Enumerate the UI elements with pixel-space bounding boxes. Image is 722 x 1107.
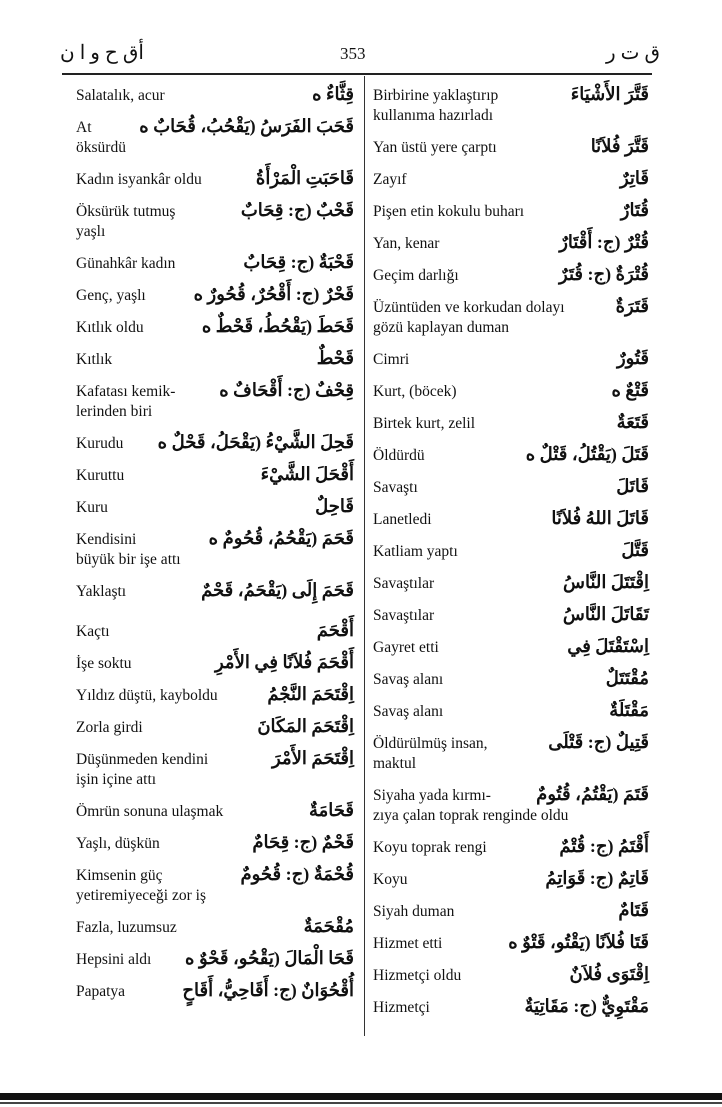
turkish-meaning: Kimsenin güç <box>76 867 163 884</box>
turkish-meaning-continued: işin içine attı <box>76 771 157 788</box>
turkish-meaning: Savaştılar <box>373 607 435 624</box>
dictionary-entry <box>373 506 649 530</box>
turkish-meaning: Öksürük tutmuş <box>76 203 176 220</box>
arabic-headword: اِقْتَحَمَ المَكَانَ <box>257 716 354 736</box>
entry-row <box>373 866 649 890</box>
entry-row <box>76 682 354 706</box>
entry-row <box>76 494 354 518</box>
turkish-meaning: Geçim darlığı <box>373 267 459 284</box>
dictionary-entry <box>373 538 649 562</box>
dictionary-entry <box>373 474 649 498</box>
entry-row <box>76 430 354 454</box>
entry-row <box>76 798 354 822</box>
entry-row <box>373 730 649 754</box>
turkish-meaning: Birbirine yaklaştırıp <box>373 87 499 104</box>
turkish-meaning: Kuruttu <box>76 467 125 484</box>
entry-row <box>373 378 649 402</box>
dictionary-entry <box>76 250 354 274</box>
dictionary-entry <box>373 962 649 986</box>
arabic-headword: قَتَّرَ فُلاَنًا <box>590 136 649 156</box>
arabic-headword: قَحَبَ الفَرَسُ (يَقْحُبُ، قُحَابٌ ه <box>139 116 354 136</box>
dictionary-entry <box>76 282 354 306</box>
arabic-headword: قَتَعَةٌ <box>616 412 649 432</box>
turkish-meaning-continued: kullanıma hazırladı <box>373 107 494 124</box>
entry-row <box>76 618 354 642</box>
arabic-headword: قَتَرَةٌ <box>615 296 649 316</box>
arabic-headword: قَحَمَ إِلَى (يَقْحَمُ، قَحْمٌ <box>201 580 354 600</box>
entry-row <box>76 82 354 106</box>
arabic-headword: قَتَّرَ الأَشْيَاءَ <box>570 84 649 104</box>
turkish-meaning: Kurudu <box>76 435 124 452</box>
arabic-headword: قَحْبَةٌ (ج: قِحَابٌ <box>243 252 354 272</box>
dictionary-entry <box>373 994 649 1018</box>
arabic-headword: قَتَلَ (يَقْتُلُ، قَتْلٌ ه <box>525 444 649 464</box>
turkish-meaning: İşe soktu <box>76 655 132 672</box>
arabic-headword: قَاتَلَ <box>616 476 649 496</box>
dictionary-entry <box>373 346 649 370</box>
turkish-meaning-continued: yetiremiyeceği zor iş <box>76 887 206 904</box>
turkish-meaning: Koyu toprak rengi <box>373 839 487 856</box>
entry-row <box>373 294 649 318</box>
arabic-headword: قَتْعٌ ه <box>611 380 649 400</box>
turkish-meaning: Ömrün sonuna ulaşmak <box>76 803 224 820</box>
turkish-meaning: Öldürdü <box>373 447 425 464</box>
arabic-headword: مَقْتَوِيٌّ (ج: مَقَاتِيَةٌ <box>524 996 649 1016</box>
dictionary-entry <box>373 898 649 922</box>
dictionary-entry <box>76 862 354 906</box>
entry-row <box>373 634 649 658</box>
turkish-meaning: Kadın isyankâr oldu <box>76 171 202 188</box>
entry-row <box>373 442 649 466</box>
turkish-meaning: Genç, yaşlı <box>76 287 146 304</box>
arabic-headword: اِقْتَتَلَ النَّاسُ <box>563 572 649 592</box>
entry-row <box>76 914 354 938</box>
turkish-meaning: Hizmetçi <box>373 999 430 1016</box>
entry-row <box>76 314 354 338</box>
turkish-meaning-continued: gözü kaplayan duman <box>373 319 510 336</box>
dictionary-entry <box>76 914 354 938</box>
turkish-meaning: At <box>76 119 92 136</box>
entry-row <box>373 538 649 562</box>
arabic-headword: أَقْحَلَ الشَّيْءَ <box>260 464 354 484</box>
dictionary-entry <box>373 930 649 954</box>
arabic-headword: أَقْتَمُ (ج: قُتْمٌ <box>559 836 649 856</box>
dictionary-entry <box>76 578 354 602</box>
dictionary-entry <box>373 834 649 858</box>
dictionary-entry <box>373 698 649 722</box>
arabic-headword: قُحْمَةٌ (ج: قُحُومٌ <box>240 864 354 884</box>
turkish-meaning: Yıldız düştü, kayboldu <box>76 687 218 704</box>
arabic-headword: قَاتِرٌ <box>619 168 649 188</box>
dictionary-entry <box>76 798 354 822</box>
page-number: 353 <box>340 44 366 63</box>
left-column <box>76 82 354 1010</box>
dictionary-entry <box>373 570 649 594</box>
turkish-meaning: Kendisini <box>76 531 137 548</box>
turkish-meaning-continued: lerinden biri <box>76 403 153 420</box>
turkish-meaning: Savaştılar <box>373 575 435 592</box>
entry-row <box>373 930 649 954</box>
entry-row <box>373 346 649 370</box>
entry-row <box>373 602 649 626</box>
arabic-headword: قَحْبٌ (ج: قِحَابٌ <box>240 200 354 220</box>
turkish-meaning: Papatya <box>76 983 126 1000</box>
arabic-headword: أَقْحَمَ فُلاَنًا فِي الأَمْرِ <box>215 652 354 672</box>
arabic-headword: قَحْمٌ (ج: قِحَامٌ <box>252 832 354 852</box>
dictionary-entry <box>373 166 649 190</box>
dictionary-entry <box>373 198 649 222</box>
dictionary-entry <box>76 830 354 854</box>
entry-row <box>76 198 354 222</box>
arabic-headword: قُتَارٌ <box>620 200 649 220</box>
entry-row <box>76 978 354 1002</box>
turkish-meaning: Cimri <box>373 351 410 368</box>
column-divider <box>364 76 365 1036</box>
turkish-meaning: Katliam yaptı <box>373 543 458 560</box>
arabic-headword: قَاتِمٌ (ج: قَوَاتِمُ <box>545 868 649 888</box>
turkish-meaning: Yan, kenar <box>373 235 440 252</box>
dictionary-entry <box>373 134 649 158</box>
dictionary-entry <box>76 114 354 158</box>
arabic-headword: أُقْحُوَانٌ (ج: أَقَاحِيُّ، أَقَاحٍ <box>182 980 354 1000</box>
dictionary-entry <box>373 294 649 338</box>
turkish-meaning: Koyu <box>373 871 408 888</box>
dictionary-entry <box>373 230 649 254</box>
dictionary-entry <box>76 198 354 242</box>
turkish-meaning: Düşünmeden kendini <box>76 751 209 768</box>
turkish-meaning-continued: öksürdü <box>76 139 126 156</box>
dictionary-entry <box>373 666 649 690</box>
turkish-meaning: Kaçtı <box>76 623 110 640</box>
entry-row <box>76 830 354 854</box>
dictionary-entry <box>373 782 649 826</box>
dictionary-entry <box>373 410 649 434</box>
turkish-meaning: Gayret etti <box>373 639 439 656</box>
entry-row <box>76 526 354 550</box>
turkish-meaning: Günahkâr kadın <box>76 255 176 272</box>
arabic-headword: تَقَاتَلَ النَّاسُ <box>562 604 649 624</box>
dictionary-entry <box>373 730 649 774</box>
entry-row <box>76 114 354 138</box>
turkish-meaning: Birtek kurt, zelil <box>373 415 476 432</box>
turkish-meaning: Üzüntüden ve korkudan dolayı <box>373 299 565 316</box>
arabic-headword: قَتَا فُلاَنًا (يَقْتُو، قَتْوٌ ه <box>508 932 649 952</box>
bottom-border-line <box>0 1102 722 1104</box>
entry-row <box>76 346 354 370</box>
entry-row <box>373 82 649 106</box>
turkish-meaning: Pişen etin kokulu buharı <box>373 203 525 220</box>
entry-row <box>373 898 649 922</box>
dictionary-entry <box>373 82 649 126</box>
turkish-meaning: Yan üstü yere çarptı <box>373 139 497 156</box>
arabic-headword: مُقْحَمَةٌ <box>303 916 354 936</box>
turkish-meaning: Siyah duman <box>373 903 455 920</box>
turkish-meaning: Kafatası kemik- <box>76 383 176 400</box>
entry-row <box>373 230 649 254</box>
arabic-headword: قَحَا الْمَالَ (يَقْحُو، قَحْوٌ ه <box>185 948 354 968</box>
dictionary-entry <box>373 602 649 626</box>
turkish-meaning: Salatalık, acur <box>76 87 165 104</box>
turkish-meaning: Kıtlık oldu <box>76 319 144 336</box>
arabic-headword: قَاتَلَ اللهُ فُلاَنًا <box>551 508 649 528</box>
turkish-meaning-continued: yaşlı <box>76 223 106 240</box>
entry-row <box>373 134 649 158</box>
dictionary-entry <box>76 494 354 518</box>
entry-row <box>76 714 354 738</box>
entry-row <box>373 410 649 434</box>
dictionary-entry <box>76 618 354 642</box>
entry-row <box>373 994 649 1018</box>
entry-row <box>76 650 354 674</box>
turkish-meaning: Kuru <box>76 499 108 516</box>
dictionary-entry <box>76 526 354 570</box>
bottom-border <box>0 1093 722 1100</box>
dictionary-entry <box>76 82 354 106</box>
turkish-meaning: Kurt, (böcek) <box>373 383 457 400</box>
dictionary-entry <box>76 978 354 1002</box>
arabic-headword: اِقْتَحَمَ النَّجْمُ <box>267 684 354 704</box>
dictionary-entry <box>76 314 354 338</box>
entry-row <box>373 782 649 806</box>
arabic-headword: قِحْفٌ (ج: أَقْحَافٌ ه <box>219 380 354 400</box>
turkish-meaning-continued: zıya çalan toprak renginde oldu <box>373 807 569 824</box>
turkish-meaning: Savaş alanı <box>373 671 444 688</box>
entry-row <box>373 570 649 594</box>
entry-row <box>76 250 354 274</box>
dictionary-entry <box>76 714 354 738</box>
dictionary-entry <box>373 634 649 658</box>
header-left-letters: أق ح و ا ن <box>60 42 144 64</box>
arabic-headword: قَتَّلَ <box>621 540 649 560</box>
arabic-headword: قَحْطٌ <box>316 348 354 368</box>
dictionary-entry <box>76 462 354 486</box>
turkish-meaning: Yaklaştı <box>76 583 127 600</box>
dictionary-entry <box>373 442 649 466</box>
entry-row <box>373 506 649 530</box>
entry-row <box>373 262 649 286</box>
entry-row <box>76 282 354 306</box>
dictionary-entry <box>76 650 354 674</box>
entry-row <box>373 474 649 498</box>
turkish-meaning-continued: maktul <box>373 755 417 772</box>
arabic-headword: قَتَامٌ <box>618 900 649 920</box>
entry-row <box>373 166 649 190</box>
dictionary-entry <box>76 430 354 454</box>
arabic-headword: قَحَمَ (يَقْحُمُ، قُحُومٌ ه <box>208 528 354 548</box>
arabic-headword: اِقْتَحَمَ الأَمْرَ <box>272 748 354 768</box>
arabic-headword: قَتَمَ (يَقْتُمُ، قُتُومٌ <box>536 784 649 804</box>
turkish-meaning: Hizmet etti <box>373 935 443 952</box>
entry-row <box>76 946 354 970</box>
entry-row <box>373 962 649 986</box>
arabic-headword: قَتِيلٌ (ج: قَتْلَى <box>548 732 649 752</box>
entry-row <box>373 198 649 222</box>
arabic-headword: قَتُورٌ <box>616 348 649 368</box>
arabic-headword: مَقْتَلَةٌ <box>609 700 649 720</box>
entry-row <box>76 378 354 402</box>
turkish-meaning: Savaş alanı <box>373 703 444 720</box>
turkish-meaning: Zayıf <box>373 171 407 188</box>
entry-row <box>76 578 354 602</box>
turkish-meaning: Hepsini aldı <box>76 951 152 968</box>
arabic-headword: قَاحَبَتِ الْمَرْأَةُ <box>255 168 354 188</box>
entry-row <box>76 862 354 886</box>
turkish-meaning: Lanetledi <box>373 511 432 528</box>
arabic-headword: اِقْتَوَى فُلاَنٌ <box>569 964 649 984</box>
arabic-headword: قَحَامَةٌ <box>309 800 354 820</box>
entry-row <box>76 462 354 486</box>
dictionary-entry <box>76 378 354 422</box>
dictionary-entry <box>76 682 354 706</box>
dictionary-entry <box>373 262 649 286</box>
dictionary-entry <box>76 346 354 370</box>
turkish-meaning: Öldürülmüş insan, <box>373 735 488 752</box>
dictionary-entry <box>76 746 354 790</box>
page-header <box>60 40 660 70</box>
turkish-meaning: Fazla, luzumsuz <box>76 919 177 936</box>
turkish-meaning: Yaşlı, düşkün <box>76 835 160 852</box>
header-rule <box>62 73 652 75</box>
arabic-headword: أَقْحَمَ <box>316 620 354 640</box>
arabic-headword: قُتْرَةٌ (ج: قُتَرٌ <box>559 264 649 284</box>
arabic-headword: مُقْتَتَلٌ <box>605 668 649 688</box>
arabic-headword: قِثَّاءٌ ه <box>312 84 354 104</box>
entry-row <box>373 698 649 722</box>
dictionary-entry <box>373 378 649 402</box>
entry-row <box>76 746 354 770</box>
arabic-headword: اِسْتَقْتَلَ فِي <box>567 636 649 656</box>
turkish-meaning: Savaştı <box>373 479 418 496</box>
arabic-headword: قُتْرٌ (ج: أَقْتَارٌ <box>559 232 649 252</box>
right-column <box>373 82 649 1026</box>
dictionary-entry <box>76 166 354 190</box>
turkish-meaning: Siyaha yada kırmı- <box>373 787 491 804</box>
entry-row <box>76 166 354 190</box>
turkish-meaning: Kıtlık <box>76 351 113 368</box>
dictionary-entry <box>373 866 649 890</box>
turkish-meaning: Hizmetçi oldu <box>373 967 462 984</box>
entry-row <box>373 834 649 858</box>
arabic-headword: قَحْرٌ (ج: أَقْحُرٌ، قُحُورٌ ه <box>193 284 354 304</box>
dictionary-entry <box>76 946 354 970</box>
turkish-meaning: Zorla girdi <box>76 719 143 736</box>
entry-row <box>373 666 649 690</box>
turkish-meaning-continued: büyük bir işe attı <box>76 551 181 568</box>
arabic-headword: قَحَطَ (يَقْحُطُ، قَحْطٌ ه <box>201 316 354 336</box>
arabic-headword: قَاحِلٌ <box>315 496 354 516</box>
arabic-headword: قَحِلَ الشَّيْءُ (يَقْحَلُ، قَحْلٌ ه <box>157 432 354 452</box>
header-right-letters: ق ت ر <box>605 42 660 64</box>
